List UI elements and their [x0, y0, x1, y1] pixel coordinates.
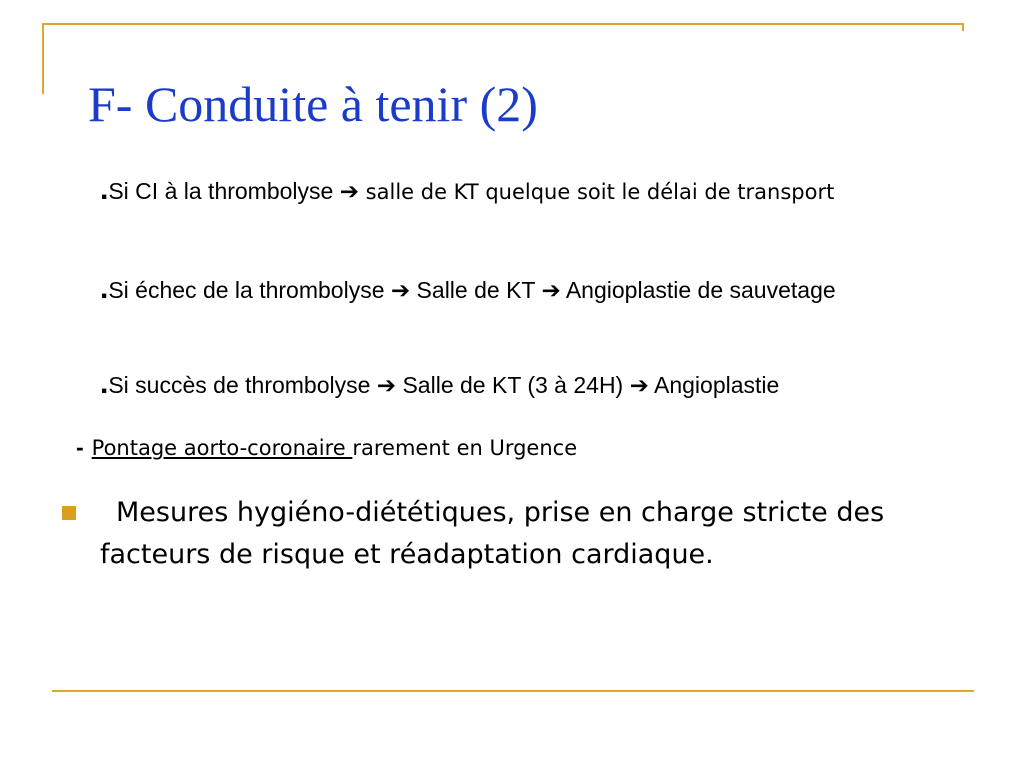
right-arrow-icon: ➔	[390, 278, 411, 304]
right-arrow-icon: ➔	[629, 373, 649, 399]
frame-top-line	[42, 23, 964, 25]
item-echec-thrombolyse	[100, 270, 920, 310]
bullet-text: Mesures hygiéno-diététiques, prise en charge stricte des facteurs de risque et réadaptation cardiaque.	[100, 497, 885, 570]
item-rest-text: Angioplastie de sauvetage	[560, 277, 836, 303]
item-lead-text: Si échec de la thrombolyse	[108, 277, 391, 303]
frame-right-tick	[962, 23, 964, 31]
right-arrow-icon: ➔	[339, 179, 359, 205]
item-mid-text: Salle de KT	[410, 277, 542, 303]
pontage-rest-text: rarement en Urgence	[352, 436, 578, 460]
item-lead-text: Si succès de thrombolyse	[108, 372, 377, 398]
item-dot: .	[100, 173, 109, 206]
right-arrow-icon: ➔	[541, 278, 561, 304]
item-rest-text: Angioplastie	[648, 372, 780, 398]
dash-marker: -	[76, 434, 84, 460]
item-succes-thrombolyse	[100, 366, 1000, 404]
item-dot: .	[100, 367, 109, 400]
pontage-underlined-text: Pontage aorto-coronaire	[91, 436, 353, 460]
item-dot: .	[100, 272, 109, 305]
item-rest-text: salle de KT quelque soit le délai de transport	[359, 180, 835, 204]
right-arrow-icon: ➔	[376, 373, 397, 399]
frame-bottom-line	[52, 690, 974, 692]
slide-title: F- Conduite à tenir (2)	[88, 76, 538, 132]
item-lead-text: Si CI à la thrombolyse	[108, 178, 340, 204]
frame-left-line	[42, 23, 44, 94]
square-bullet-icon	[62, 506, 76, 520]
item-pontage	[76, 430, 976, 465]
item-mid-text: Salle de KT (3 à 24H)	[396, 372, 630, 398]
item-ci-thrombolyse	[100, 172, 920, 210]
